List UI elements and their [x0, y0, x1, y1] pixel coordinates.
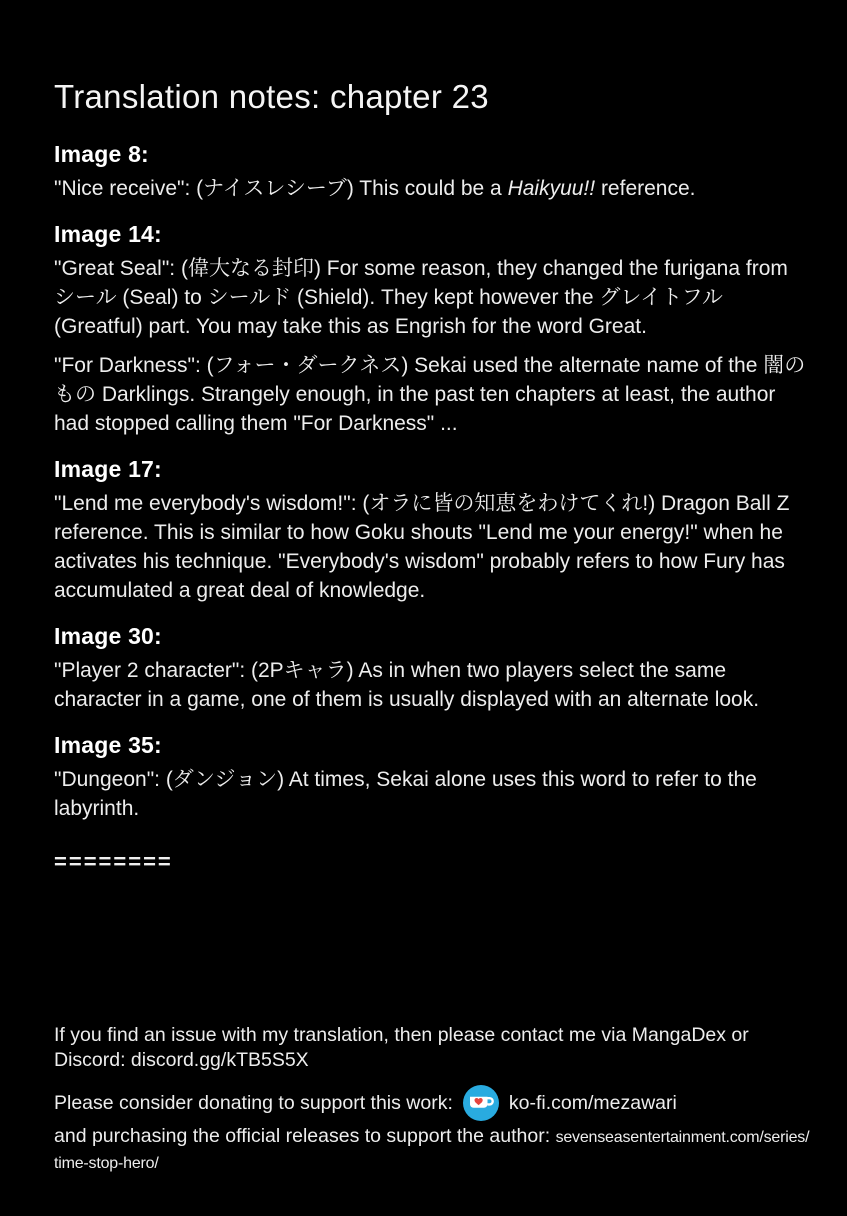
separator: ========: [54, 849, 173, 874]
footer: [54, 1023, 809, 1176]
section-heading-image-30: Image 30:: [54, 623, 162, 649]
contact-note: If you find an issue with my translation, then please contact me via MangaDex or Discord: discord.gg/kTB5S5X: [54, 1024, 749, 1071]
author-note-line-1: [54, 1125, 809, 1147]
author-note: [54, 1124, 809, 1176]
donate-prefix: Please consider donating to support this work:: [54, 1091, 453, 1114]
section-heading-image-17: Image 17:: [54, 456, 162, 482]
italic-series-title: Haikyuu!!: [507, 177, 596, 200]
page-title: Translation notes: chapter 23: [54, 78, 489, 115]
kofi-cup-icon: [463, 1085, 499, 1121]
section-heading-image-35: Image 35:: [54, 732, 162, 758]
section-image-30: [54, 623, 809, 724]
author-url-part-2: time-stop-hero/: [54, 1155, 159, 1172]
note-paragraph: [54, 174, 809, 203]
author-url-part-1: sevenseasentertainment.com/series/: [555, 1129, 810, 1146]
note-text-run: "Nice receive": (ナイスレシーブ) This could be a: [54, 177, 508, 200]
note-paragraph: "Lend me everybody's wisdom!": (オラに皆の知恵をわけてくれ!) Dragon Ball Z reference. This is similar to how Goku shouts "Lend me your energy!" when he activates his technique. "Everybody's wisdom" probably refers to how Fury has accumulated a great deal of knowledge.: [54, 492, 790, 602]
section-heading-image-14: Image 14:: [54, 221, 162, 247]
note-paragraph: "Player 2 character": (2Pキャラ) As in when two players select the same character in a game, one of them is usually displayed with an alternate look.: [54, 659, 760, 711]
donate-row: [54, 1085, 809, 1121]
section-image-35: [54, 732, 809, 833]
section-image-17: [54, 456, 809, 615]
section-heading-image-8: Image 8:: [54, 141, 149, 167]
section-image-8: [54, 141, 809, 213]
note-paragraph: "Dungeon": (ダンジョン) At times, Sekai alone uses this word to refer to the labyrinth.: [54, 768, 757, 820]
section-image-14: [54, 221, 809, 448]
kofi-url: ko-fi.com/mezawari: [508, 1091, 677, 1114]
author-prefix: and purchasing the official releases to support the author:: [54, 1125, 551, 1147]
note-text-run: reference.: [595, 177, 696, 200]
note-paragraph: "For Darkness": (フォー・ダークネス) Sekai used the alternate name of the 闇のもの Darklings. Strangely enough, in the past ten chapters at least, the author had stopped calling them "For Darkness" ...: [54, 354, 806, 435]
note-paragraph: "Great Seal": (偉大なる封印) For some reason, they changed the furigana from シール (Seal) to シールド (Shield). They kept however the グレイトフル (Greatful) part. You may take this as Engrish for the word Great.: [54, 257, 788, 338]
